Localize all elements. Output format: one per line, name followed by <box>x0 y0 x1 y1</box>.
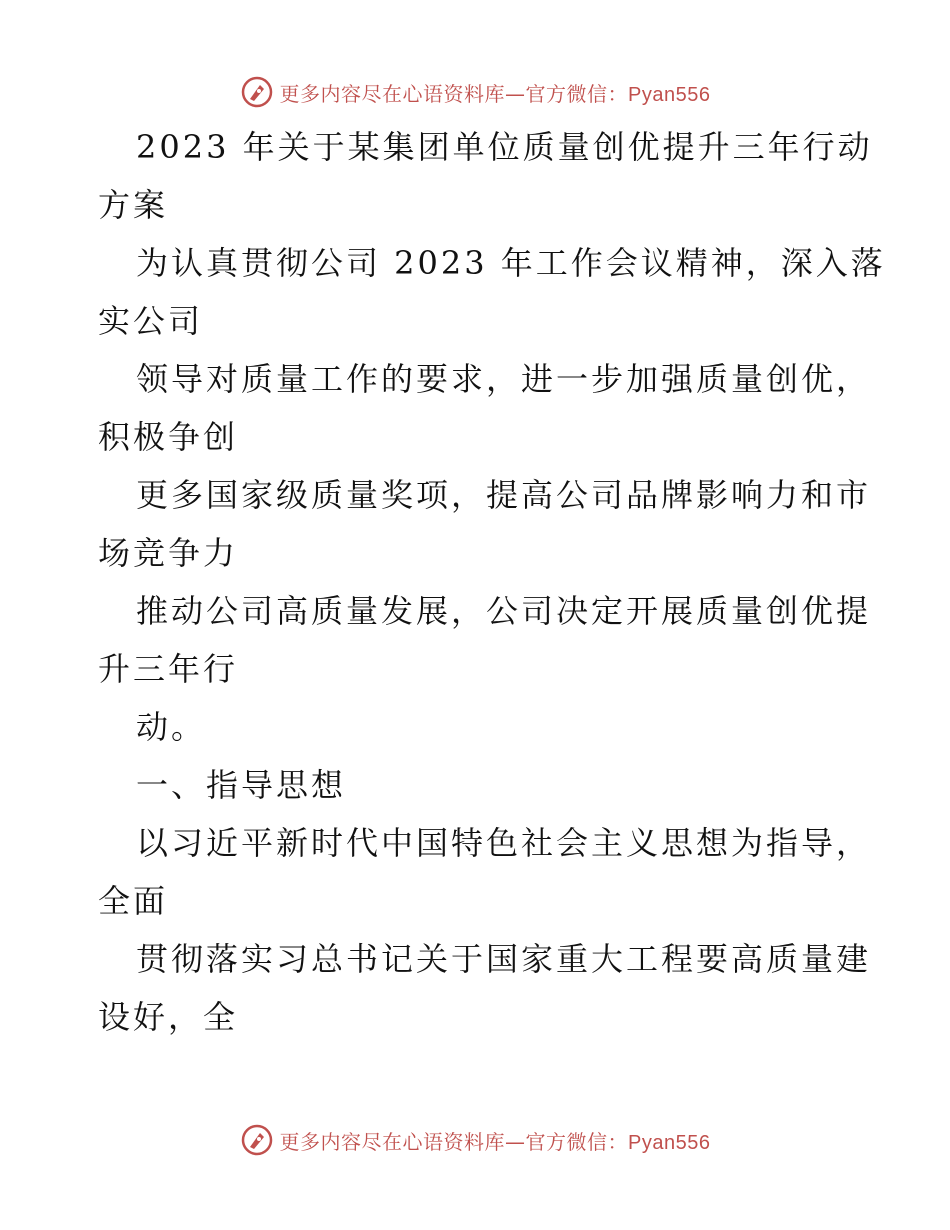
watermark-text: 更多内容尽在心语资料库—官方微信：Pyan556 <box>279 81 711 106</box>
document-line: 方案 <box>98 186 169 224</box>
pen-nib-circle-icon <box>240 75 274 109</box>
pen-nib-circle-icon <box>240 1123 274 1157</box>
watermark-wechat-id: Pyan556 <box>628 1131 711 1154</box>
document-line: 领导对质量工作的要求，进一步加强质量创优， <box>136 360 872 398</box>
document-body <box>98 118 886 1046</box>
document-line: 更多国家级质量奖项，提高公司品牌影响力和市 <box>136 476 872 514</box>
document-line: 推动公司高质量发展，公司决定开展质量创优提 <box>136 592 872 630</box>
document-line: 动。 <box>136 708 207 746</box>
document-line: 场竞争力 <box>98 534 239 572</box>
footer-watermark <box>0 1120 950 1160</box>
watermark-text: 更多内容尽在心语资料库—官方微信：Pyan556 <box>279 1129 711 1154</box>
document-line: 升三年行 <box>98 650 239 688</box>
document-line: 全面 <box>98 882 169 920</box>
document-line: 贯彻落实习总书记关于国家重大工程要高质量建 <box>136 940 872 978</box>
header-watermark <box>0 72 950 112</box>
document-line: 积极争创 <box>98 418 239 456</box>
document-line: 2023 年关于某集团单位质量创优提升三年行动 <box>136 128 873 166</box>
document-line: 设好，全 <box>98 998 239 1036</box>
document-line: 为认真贯彻公司 2023 年工作会议精神，深入落 <box>136 244 886 282</box>
document-line: 实公司 <box>98 302 204 340</box>
document-line: 一、指导思想 <box>136 766 347 804</box>
document-line: 以习近平新时代中国特色社会主义思想为指导， <box>136 824 872 862</box>
watermark-wechat-id: Pyan556 <box>628 83 711 106</box>
